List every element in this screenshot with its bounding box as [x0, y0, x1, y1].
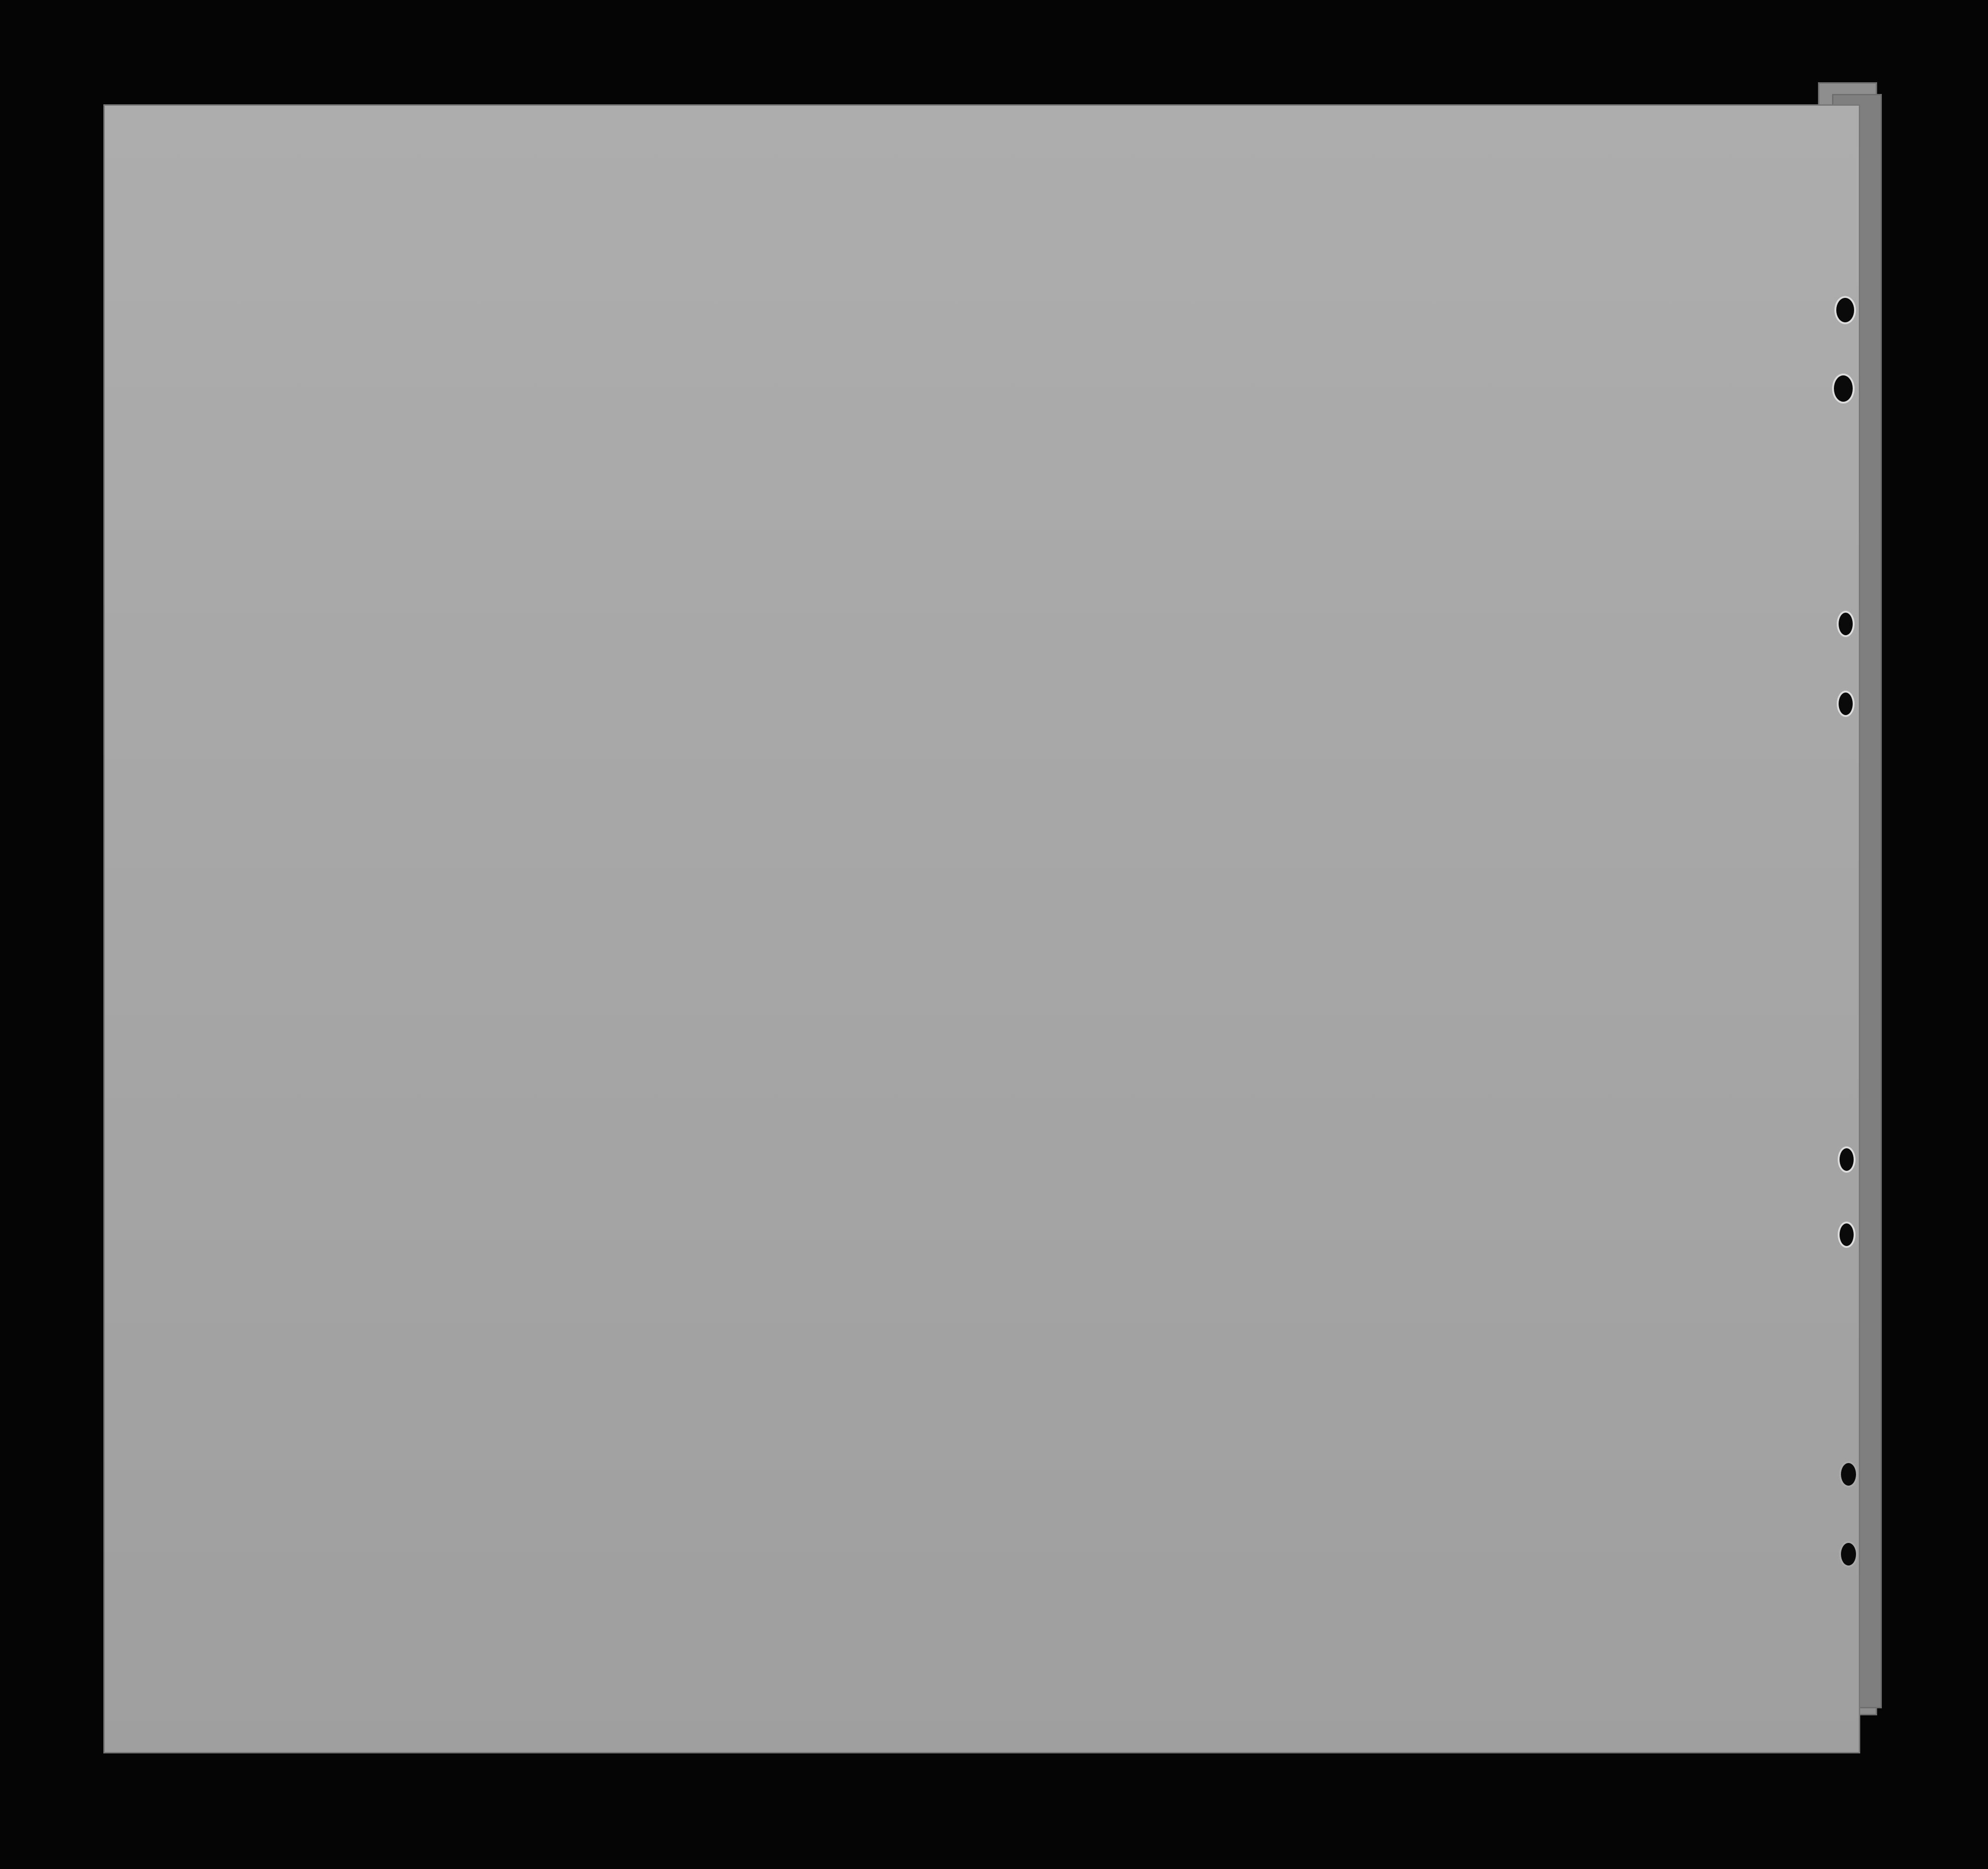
binder-hole: [1832, 374, 1855, 404]
binder-hole: [1839, 1461, 1858, 1487]
binder-hole: [1837, 611, 1855, 637]
manifest-grid: [103, 104, 1860, 1753]
manifest-sheet: [103, 104, 1860, 1753]
binder-hole: [1839, 1541, 1858, 1567]
binder-hole: [1837, 691, 1855, 717]
binder-hole: [1838, 1146, 1856, 1173]
binder-hole: [1838, 1222, 1856, 1248]
binder-hole: [1834, 296, 1856, 324]
